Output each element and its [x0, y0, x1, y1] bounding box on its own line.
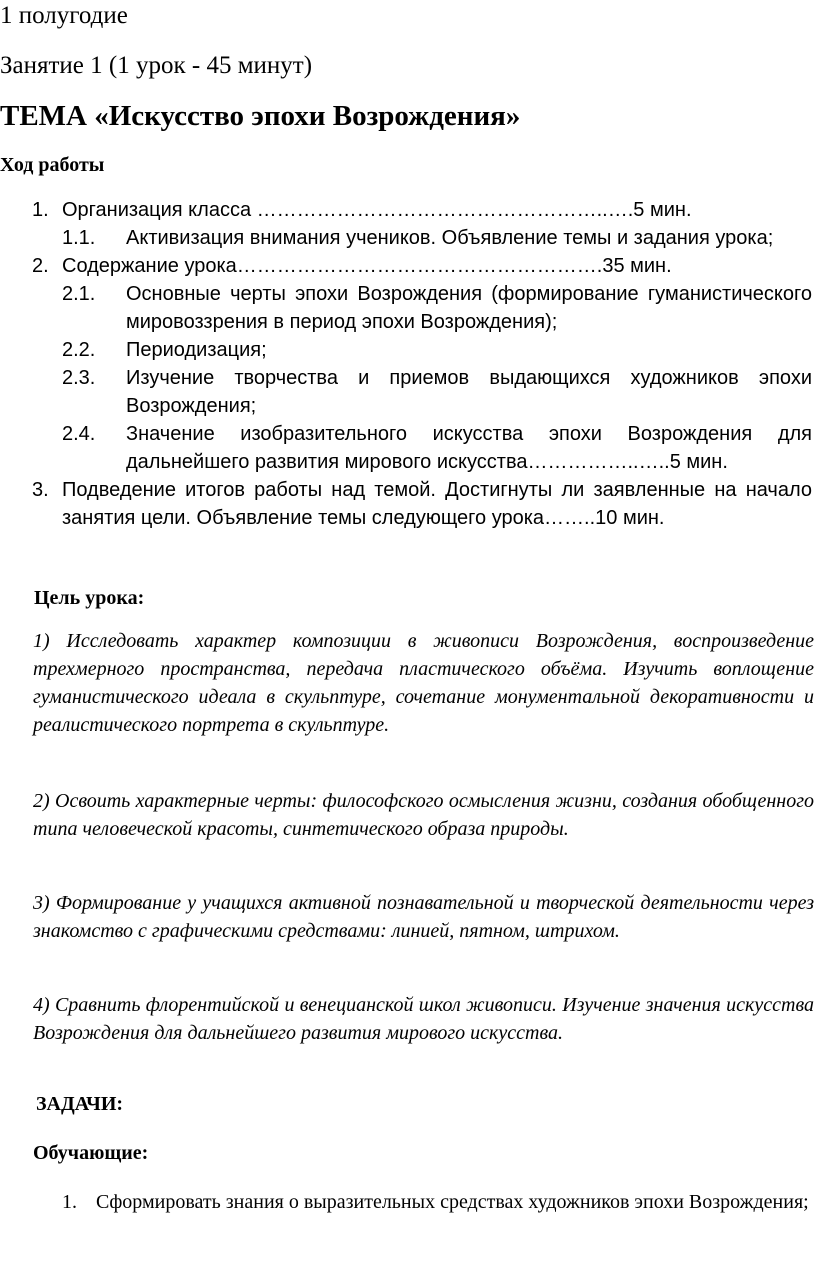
plan-subitem-2-3 [0, 364, 816, 420]
task-text: Сформировать знания о выразительных средствах художников эпохи Возрождения; [96, 1191, 809, 1213]
plan-subitem-text: Значение изобразительного искусства эпохи Возрождения для дальнейшего развития мирового искусства……………..…..5 мин. [126, 423, 812, 473]
plan-subitem-2-4 [0, 420, 816, 476]
goal-heading: Цель урока: [34, 587, 145, 609]
teaching-tasks-list [0, 1188, 816, 1216]
task-number: 1. [62, 1191, 77, 1213]
plan-item-number: 3. [32, 479, 49, 501]
plan-subitem-text: Периодизация; [126, 339, 267, 361]
semester-label: 1 полугодие [0, 2, 128, 29]
teaching-task-1 [0, 1188, 816, 1216]
lesson-plan-list [0, 196, 816, 532]
goal-paragraph-1: 1) Исследовать характер композиции в живописи Возрождения, воспроизведение трехмерного пространства, передача пластического объёма. Изучить воплощение гуманистического идеала в скульптуре, сочетание монументальной декоративности и реалистического портрета в скульптуре. [33, 630, 814, 736]
plan-subitem-number: 2.3. [62, 367, 96, 389]
goal-paragraph-2: 2) Освоить характерные черты: философского осмысления жизни, создания обобщенного типа человеческой красоты, синтетического образа природы. [33, 790, 814, 840]
goal-paragraph-4: 4) Сравнить флорентийской и венецианской школ живописи. Изучение значения искусства Возрождения для дальнейшего развития мирового искусства. [33, 994, 814, 1044]
plan-item-text: Содержание урока……………………………………………….35 мин. [62, 255, 672, 277]
plan-item-number: 1. [32, 199, 49, 221]
lesson-label: Занятие 1 (1 урок - 45 минут) [0, 52, 313, 79]
plan-subitem-number: 1.1. [62, 227, 96, 249]
plan-item-number: 2. [32, 255, 49, 277]
plan-subitem-1-1 [0, 224, 816, 252]
progress-heading: Ход работы [0, 154, 105, 176]
plan-subitem-text: Активизация внимания учеников. Объявление темы и задания урока; [126, 227, 774, 249]
plan-subitem-text: Основные черты эпохи Возрождения (формирование гуманистического мировоззрения в период эпохи Возрождения); [126, 283, 812, 333]
plan-item-3 [0, 476, 816, 532]
teaching-tasks-heading: Обучающие: [33, 1142, 149, 1164]
topic-heading: ТЕМА «Искусство эпохи Возрождения» [0, 100, 521, 132]
plan-item-2 [0, 252, 816, 280]
plan-subitem-number: 2.4. [62, 423, 96, 445]
plan-item-1 [0, 196, 816, 224]
plan-subitem-2-2 [0, 336, 816, 364]
plan-item-text: Подведение итогов работы над темой. Достигнуты ли заявленные на начало занятия цели. Объявление темы следующего урока……..10 мин. [62, 479, 812, 529]
goal-paragraph-3: 3) Формирование у учащихся активной познавательной и творческой деятельности через знакомство с графическими средствами: линией, пятном, штрихом. [33, 892, 814, 942]
plan-subitem-text: Изучение творчества и приемов выдающихся художников эпохи Возрождения; [126, 367, 812, 417]
tasks-heading: ЗАДАЧИ: [36, 1093, 124, 1115]
plan-subitem-number: 2.1. [62, 283, 96, 305]
plan-subitem-2-1 [0, 280, 816, 336]
plan-subitem-number: 2.2. [62, 339, 96, 361]
plan-item-text: Организация класса ……………………………………………..….5 мин. [62, 199, 692, 221]
